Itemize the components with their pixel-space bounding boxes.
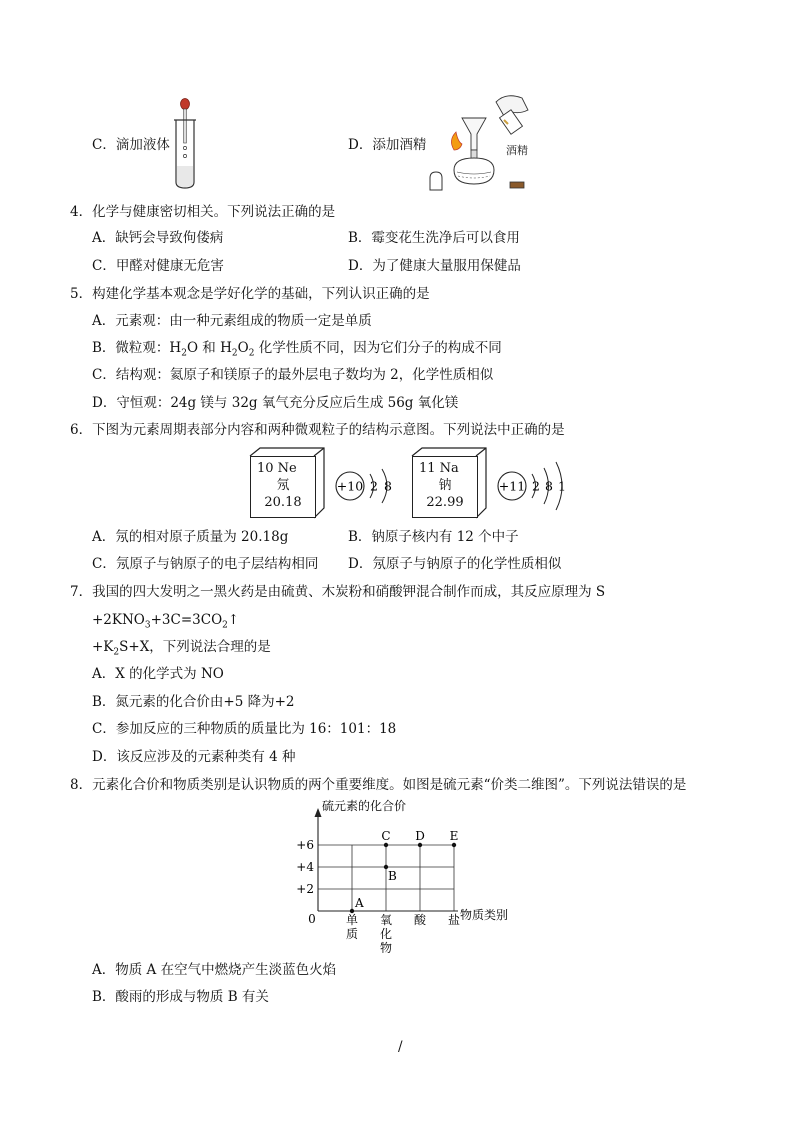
na-shell-1: 2 — [532, 478, 540, 494]
lamp-cap — [430, 172, 442, 190]
subscript: 2 — [248, 348, 255, 359]
bottle-label: 酒精 — [506, 144, 528, 157]
ne-shell-2: 8 — [384, 478, 392, 494]
na-shell-3: 1 — [558, 478, 566, 494]
q5-b-text: 化学性质不同，因为它们分子的构成不同 — [254, 340, 502, 356]
gas-arrow: ↑ — [227, 612, 240, 628]
x-axis-title: 物质类别 — [460, 908, 509, 922]
q7-option-b[interactable]: B．氮元素的化合价由+5 降为+2 — [92, 694, 295, 710]
ne-shell-1: 2 — [370, 478, 378, 494]
q5-option-d[interactable]: D．守恒观：24g 镁与 32g 氧气充分反应后生成 56g 氧化镁 — [92, 395, 459, 411]
origin-label: 0 — [308, 912, 316, 926]
eq-text: +K — [92, 639, 114, 655]
subscript: 2 — [181, 348, 187, 359]
y-axis-title: 硫元素的化合价 — [322, 799, 407, 813]
q4-option-d[interactable]: D．为了健康大量服用保健品 — [348, 258, 521, 274]
dropper-test-tube-illustration — [170, 96, 200, 192]
q3-option-c[interactable]: C．滴加液体 — [92, 137, 170, 153]
eq-text: +2KNO — [92, 612, 145, 628]
q7-option-d[interactable]: D．该反应涉及的元素种类有 4 种 — [92, 749, 296, 765]
q5-b-text: O — [237, 340, 249, 356]
subscript: 2 — [113, 647, 120, 658]
droplet — [183, 146, 186, 149]
eq-text: S+X，下列说法合理的是 — [119, 639, 271, 655]
q8-option-b[interactable]: B．酸雨的形成与物质 B 有关 — [92, 989, 269, 1005]
q7-option-c[interactable]: C．参加反应的三种物质的质量比为 16：101：18 — [92, 721, 397, 737]
x-tick-label: 质 — [345, 927, 359, 941]
x-tick-labels — [346, 912, 460, 955]
funnel — [462, 118, 486, 150]
ne-nucleus-charge: +10 — [336, 478, 364, 494]
q6-option-a[interactable]: A．氖的相对原子质量为 20.18g — [92, 529, 289, 545]
q5-stem: 5．构建化学基本观念是学好化学的基础，下列认识正确的是 — [70, 286, 430, 302]
ne-periodic-cell — [250, 456, 316, 518]
na-atom-structure — [496, 458, 576, 514]
na-shell-2: 8 — [545, 478, 553, 494]
q8-option-a[interactable]: A．物质 A 在空气中燃烧产生淡蓝色火焰 — [92, 962, 337, 978]
q4-stem: 4．化学与健康密切相关。下列说法正确的是 — [70, 204, 336, 220]
x-tick-label: 氧 — [379, 913, 393, 927]
q5-b-text: B．微粒观：H — [92, 340, 182, 356]
data-point-label: E — [449, 829, 459, 843]
na-name: 钠 — [438, 478, 452, 493]
q5-b-text: O 和 H — [186, 340, 232, 356]
q7-stem: 7．我国的四大发明之一黑火药是由硫黄、木炭粉和硝酸钾混合制作而成，其反应原理为 S — [70, 584, 606, 600]
q5-option-c[interactable]: C．结构观：氦原子和镁原子的最外层电子数均为 2，化学性质相似 — [92, 367, 494, 383]
q7-equation-line-1 — [92, 611, 239, 635]
na-periodic-cell — [412, 456, 478, 518]
na-nucleus-charge: +11 — [498, 478, 526, 494]
data-point-label: D — [415, 829, 425, 843]
y-tick-label: +2 — [296, 882, 314, 896]
ne-name: 氖 — [276, 478, 290, 493]
x-tick-label: 化 — [379, 927, 393, 941]
q4-option-b[interactable]: B．霉变花生洗净后可以食用 — [348, 230, 520, 246]
q6-option-d[interactable]: D．氖原子与钠原子的化学性质相似 — [348, 556, 562, 572]
test-tube-liquid — [177, 166, 193, 187]
ne-number-symbol: 10 Ne — [257, 461, 297, 476]
alcohol-lamp — [454, 158, 494, 184]
q6-option-c[interactable]: C．氖原子与钠原子的电子层结构相同 — [92, 556, 319, 572]
q5-option-a[interactable]: A．元素观：由一种元素组成的物质一定是单质 — [92, 313, 372, 329]
y-tick-label: +6 — [296, 838, 314, 852]
subscript: 3 — [144, 620, 151, 631]
q7-equation-line-2 — [92, 638, 271, 662]
q6-stem: 6．下图为元素周期表部分内容和两种微观粒子的结构示意图。下列说法中正确的是 — [70, 422, 565, 438]
subscript: 2 — [222, 620, 228, 631]
x-tick-label: 单 — [345, 913, 359, 927]
adding-alcohol-illustration — [424, 88, 544, 196]
data-point-label: A — [355, 896, 364, 910]
dropper-tube — [184, 109, 187, 143]
y-tick-label: +4 — [296, 860, 314, 874]
q6-option-b[interactable]: B．钠原子核内有 12 个中子 — [348, 529, 519, 545]
matchbox — [510, 182, 524, 188]
subscript: 2 — [231, 348, 238, 359]
q7-option-a[interactable]: A．X 的化学式为 NO — [92, 666, 224, 682]
y-tick-labels — [296, 838, 314, 896]
page-footer-mark: / — [398, 1039, 403, 1055]
data-point — [350, 909, 354, 913]
data-point — [384, 843, 388, 847]
q3-option-d[interactable]: D．添加酒精 — [348, 137, 427, 153]
dropper-bulb — [181, 99, 190, 110]
eq-text: +3C=3CO — [150, 612, 223, 628]
data-point-label: C — [381, 829, 391, 843]
droplet — [183, 154, 186, 157]
x-tick-label: 物 — [379, 941, 393, 955]
q4-option-a[interactable]: A．缺钙会导致佝偻病 — [92, 230, 224, 246]
sulfur-valence-class-chart — [288, 798, 528, 958]
q4-option-c[interactable]: C．甲醛对健康无危害 — [92, 258, 224, 274]
na-number-symbol: 11 Na — [419, 461, 459, 476]
flame — [451, 132, 462, 150]
y-axis-arrow — [315, 808, 322, 817]
q8-stem: 8．元素化合价和物质类别是认识物质的两个重要维度。如图是硫元素“价类二维图”。下列说法错误的是 — [70, 777, 687, 793]
ne-mass: 20.18 — [264, 495, 302, 510]
chart-grid — [318, 845, 454, 911]
data-point — [452, 843, 456, 847]
x-tick-label: 盐 — [447, 913, 461, 927]
x-tick-label: 酸 — [413, 913, 427, 927]
ne-atom-structure — [334, 462, 404, 510]
data-point-label: B — [388, 869, 397, 883]
q5-option-b[interactable] — [92, 339, 502, 363]
data-points — [350, 829, 459, 913]
data-point — [418, 843, 422, 847]
na-mass: 22.99 — [426, 495, 464, 510]
